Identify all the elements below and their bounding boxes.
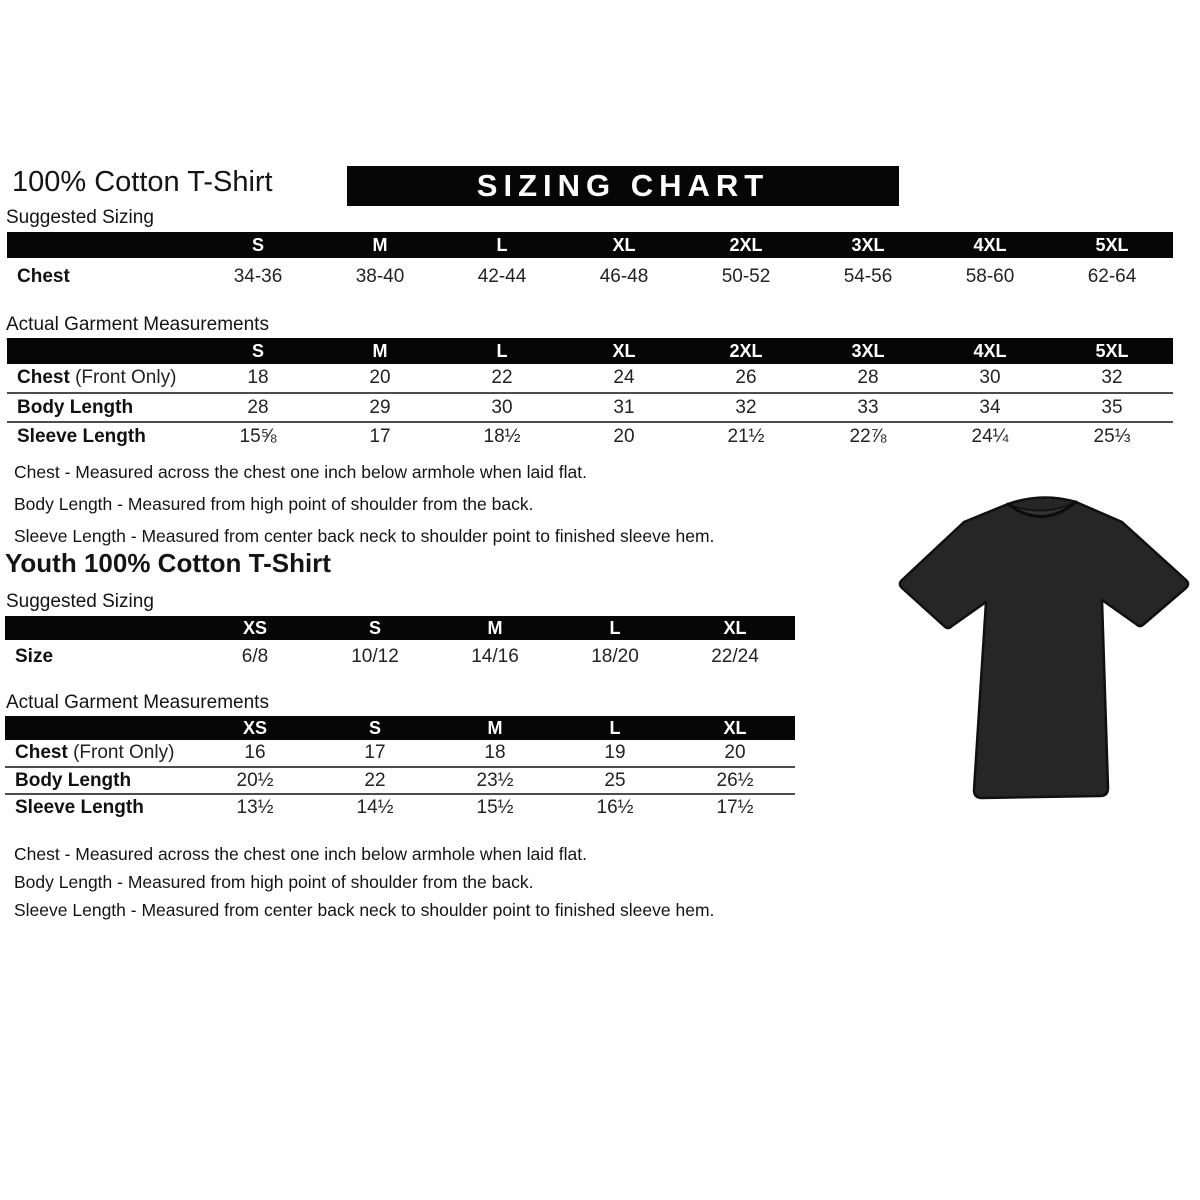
cell: 22 [315,767,435,794]
column-header: 5XL [1051,232,1173,258]
note-line: Chest - Measured across the chest one inch below armhole when laid flat. [14,844,587,864]
cell: 38-40 [355,266,405,287]
page-title: 100% Cotton T-Shirt [12,166,273,198]
cell: 20 [563,422,685,451]
header-corner [5,616,195,640]
cell: 30 [979,367,1001,388]
cell: 21½ [685,422,807,451]
note-line: Sleeve Length - Measured from center back neck to shoulder point to finished sleeve hem. [14,900,715,920]
cell: 18 [484,742,506,763]
cell: 31 [563,393,685,422]
youth-section-title: Youth 100% Cotton T-Shirt [5,548,331,578]
cell: 17½ [675,794,795,821]
row-label: Sleeve Length [5,794,195,821]
cell: 10/12 [351,645,399,667]
cell: 13½ [195,794,315,821]
cell: 16 [244,742,266,763]
cell: 18 [247,367,269,388]
table-row [5,794,795,821]
note-line: Body Length - Measured from high point of shoulder from the back. [14,494,534,514]
table-row [5,740,795,767]
column-header: S [197,232,319,258]
column-header: 3XL [807,338,929,364]
youth-measurement-notes [14,844,714,928]
header-corner [7,232,197,258]
cell: 26½ [675,767,795,794]
column-header: S [197,338,319,364]
cell: 30 [441,393,563,422]
cell: 32 [685,393,807,422]
table-row [7,364,1173,393]
row-label: Chest (Front Only) [17,367,177,388]
note-line: Body Length - Measured from high point of shoulder from the back. [14,872,534,892]
column-header: XL [675,716,795,740]
cell: 34 [929,393,1051,422]
cell: 22 [491,367,513,388]
row-label: Sleeve Length [7,422,197,451]
cell: 14½ [315,794,435,821]
cell: 42-44 [477,266,527,287]
column-header: XL [675,616,795,640]
youth-suggested-sizing-table [5,616,795,673]
cell: 24 [613,367,635,388]
column-header: M [319,338,441,364]
adult-suggested-sizing-label: Suggested Sizing [6,207,154,228]
cell: 15½ [435,794,555,821]
cell: 20 [369,367,391,388]
column-header: L [441,232,563,258]
header-row [7,338,1173,364]
cell: 17 [364,742,386,763]
row-label: Size [15,645,54,667]
column-header: 5XL [1051,338,1173,364]
adult-actual-measurements-label: Actual Garment Measurements [6,314,1166,340]
table-row [5,767,795,794]
row-label: Chest [17,266,70,287]
row-label: Body Length [7,393,197,422]
cell: 6/8 [241,645,269,667]
cell: 23½ [435,767,555,794]
cell: 22⅞ [807,422,929,451]
cell: 26 [735,367,757,388]
cell: 28 [857,367,879,388]
column-header: S [315,716,435,740]
cell: 22/24 [711,645,759,667]
cell: 54-56 [843,266,893,287]
cell: 46-48 [599,266,649,287]
sizing-chart-banner: SIZING CHART [347,166,899,206]
column-header: 4XL [929,232,1051,258]
column-header: 2XL [685,232,807,258]
cell: 19 [604,742,626,763]
adult-actual-measurements-table [7,338,1173,451]
cell: 34-36 [233,266,283,287]
cell: 20 [724,742,746,763]
row-label: Chest (Front Only) [15,742,175,763]
cell: 25⅓ [1051,422,1173,451]
column-header: XS [195,616,315,640]
adult-measurement-notes [14,462,714,558]
header-row [7,232,1173,258]
cell: 16½ [555,794,675,821]
cell: 35 [1051,393,1173,422]
youth-suggested-sizing-label: Suggested Sizing [6,591,790,617]
column-header: XS [195,716,315,740]
cell: 18/20 [591,645,639,667]
header-corner [5,716,195,740]
youth-actual-measurements-table [5,716,795,821]
note-line: Sleeve Length - Measured from center back neck to shoulder point to finished sleeve hem. [14,526,715,546]
column-header: 2XL [685,338,807,364]
table-row [7,422,1173,451]
column-header: M [435,716,555,740]
cell: 17 [319,422,441,451]
youth-actual-measurements-label: Actual Garment Measurements [6,692,790,718]
column-header: L [555,616,675,640]
cell: 62-64 [1087,266,1137,287]
column-header: L [441,338,563,364]
adult-suggested-sizing-table [7,232,1173,296]
cell: 28 [197,393,319,422]
column-header: 3XL [807,232,929,258]
table-row [5,640,795,673]
cell: 32 [1101,367,1123,388]
column-header: L [555,716,675,740]
column-header: S [315,616,435,640]
note-line: Chest - Measured across the chest one inch below armhole when laid flat. [14,462,587,482]
cell: 58-60 [965,266,1015,287]
cell: 20½ [195,767,315,794]
cell: 50-52 [721,266,771,287]
cell: 15⅝ [197,422,319,451]
cell: 18½ [441,422,563,451]
header-corner [7,338,197,364]
table-row [7,393,1173,422]
header-row [5,616,795,640]
cell: 33 [807,393,929,422]
cell: 24¼ [929,422,1051,451]
tshirt-icon [890,478,1198,808]
header-row [5,716,795,740]
column-header: XL [563,338,685,364]
cell: 25 [555,767,675,794]
tshirt-image [890,478,1198,808]
row-label: Body Length [5,767,195,794]
cell: 29 [319,393,441,422]
column-header: 4XL [929,338,1051,364]
column-header: M [435,616,555,640]
table-row [7,258,1173,296]
column-header: XL [563,232,685,258]
cell: 14/16 [471,645,519,667]
column-header: M [319,232,441,258]
